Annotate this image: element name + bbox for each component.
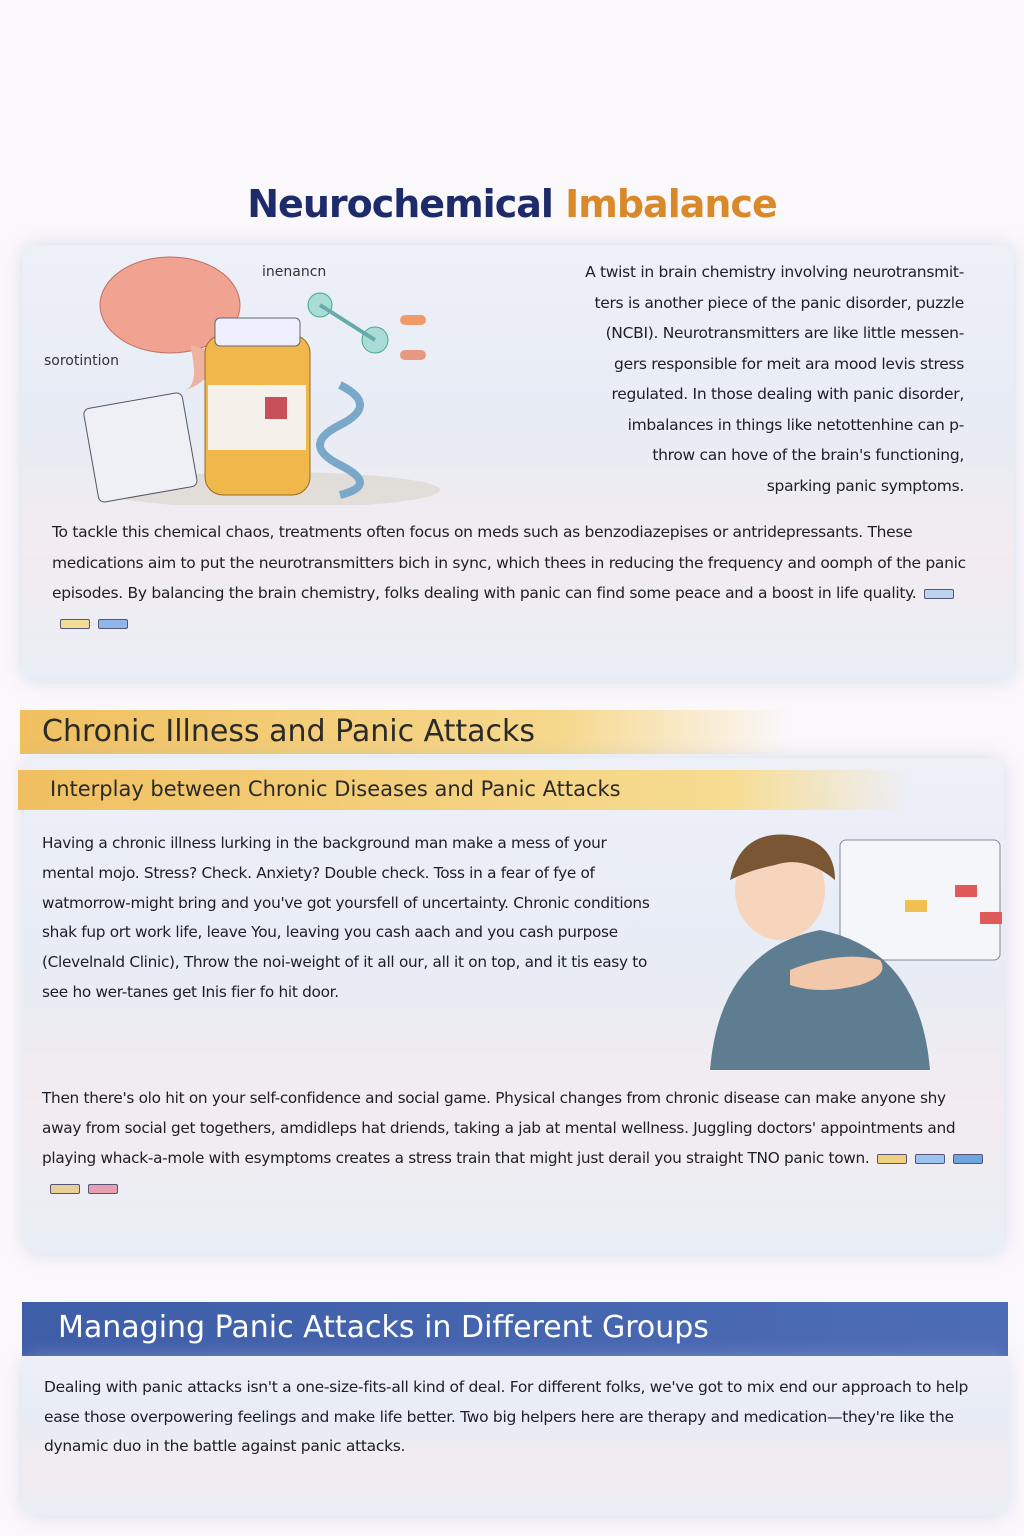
treatment-text: To tackle this chemical chaos, treatments often focus on meds such as benzodiazepises or antridepressants. These medications aim to put the neurotransmitters bich in sync, which thees in reducing the frequency and oomph of the panic episodes. By balancing the brain chemistry, folks dealing with panic can find some peace and a boost in life quality.: [52, 523, 966, 602]
page-title: [0, 182, 1024, 226]
managing-paragraph: Dealing with panic attacks isn't a one-size-fits-all kind of deal. For different folks, we've got to mix end our approach to help ease those overpowering feelings and make life better. Two big helpers here are therapy and medication—they're like the dynamic duo in the battle against panic attacks.: [44, 1378, 969, 1455]
pill-icon: [88, 1184, 118, 1194]
section-heading: Managing Panic Attacks in Different Groups: [58, 1310, 709, 1345]
chronic-text-2: Then there's olo hit on your self-confidence and social game. Physical changes from chronic disease can make anyone shy away from social get togethers, amdidleps hat driends, taking a jab at mental wellness. Juggling doctors' appointments and playing whack-a-mole with esymptoms creates a stress train that might just derail you straight TNO panic town.: [42, 1089, 956, 1167]
pill-icon: [915, 1154, 945, 1164]
intro-line: (NCBI). Neurotransmitters are like little messen-: [605, 324, 964, 342]
intro-line: ters is another piece of the panic disorder, puzzle: [594, 293, 964, 312]
pill-icon: [953, 1154, 983, 1164]
chronic-paragraph-2: [42, 1083, 987, 1203]
pill-icon: [98, 619, 128, 629]
treatment-paragraph: [52, 517, 982, 639]
brain-medication-illustration: [70, 255, 470, 505]
intro-line: A twist in brain chemistry involving neurotransmit-: [585, 263, 964, 281]
title-part-1: Neurochemical: [247, 182, 553, 226]
section-heading: Chronic Illness and Panic Attacks: [42, 714, 536, 749]
label-top: inenancn: [262, 264, 327, 280]
label-left: sorotintion: [44, 353, 119, 369]
section-banner-managing: [22, 1302, 1008, 1356]
intro-line: regulated. In those dealing with panic disorder,: [611, 385, 964, 403]
pill-icon: [924, 589, 954, 599]
intro-line: imbalances in things like netottenhine can p-: [627, 415, 964, 434]
intro-line: gers responsible for meit ara mood levis stress: [614, 354, 964, 373]
subheading: Interplay between Chronic Diseases and Panic Attacks: [50, 777, 621, 801]
subheading-banner: [18, 770, 908, 810]
intro-line: throw can hove of the brain's functioning,: [652, 446, 964, 464]
pill-icon: [60, 619, 90, 629]
section-banner-chronic: [20, 710, 790, 754]
chronic-paragraph-1: Having a chronic illness lurking in the background man make a mess of your mental mojo. Stress? Check. Anxiety? Double check. Toss in a fear of fye of watmorrow-might bring and you've got yoursfell of uncertainty. Chronic conditions shak fup ort work life, leave You, leaving you cash aach and you cash purpose (Clevelnald Clinic), Throw the noi-weight of it all our, all it on top, and it tis easy to see ho wer-tanes get Inis fier fo hit door.: [42, 834, 650, 1001]
intro-line: sparking panic symptoms.: [766, 476, 964, 495]
intro-text: [420, 257, 964, 501]
pill-icon: [877, 1154, 907, 1164]
pill-icon: [50, 1184, 80, 1194]
person-illustration: [690, 830, 1010, 1070]
title-part-2: Imbalance: [565, 182, 777, 226]
